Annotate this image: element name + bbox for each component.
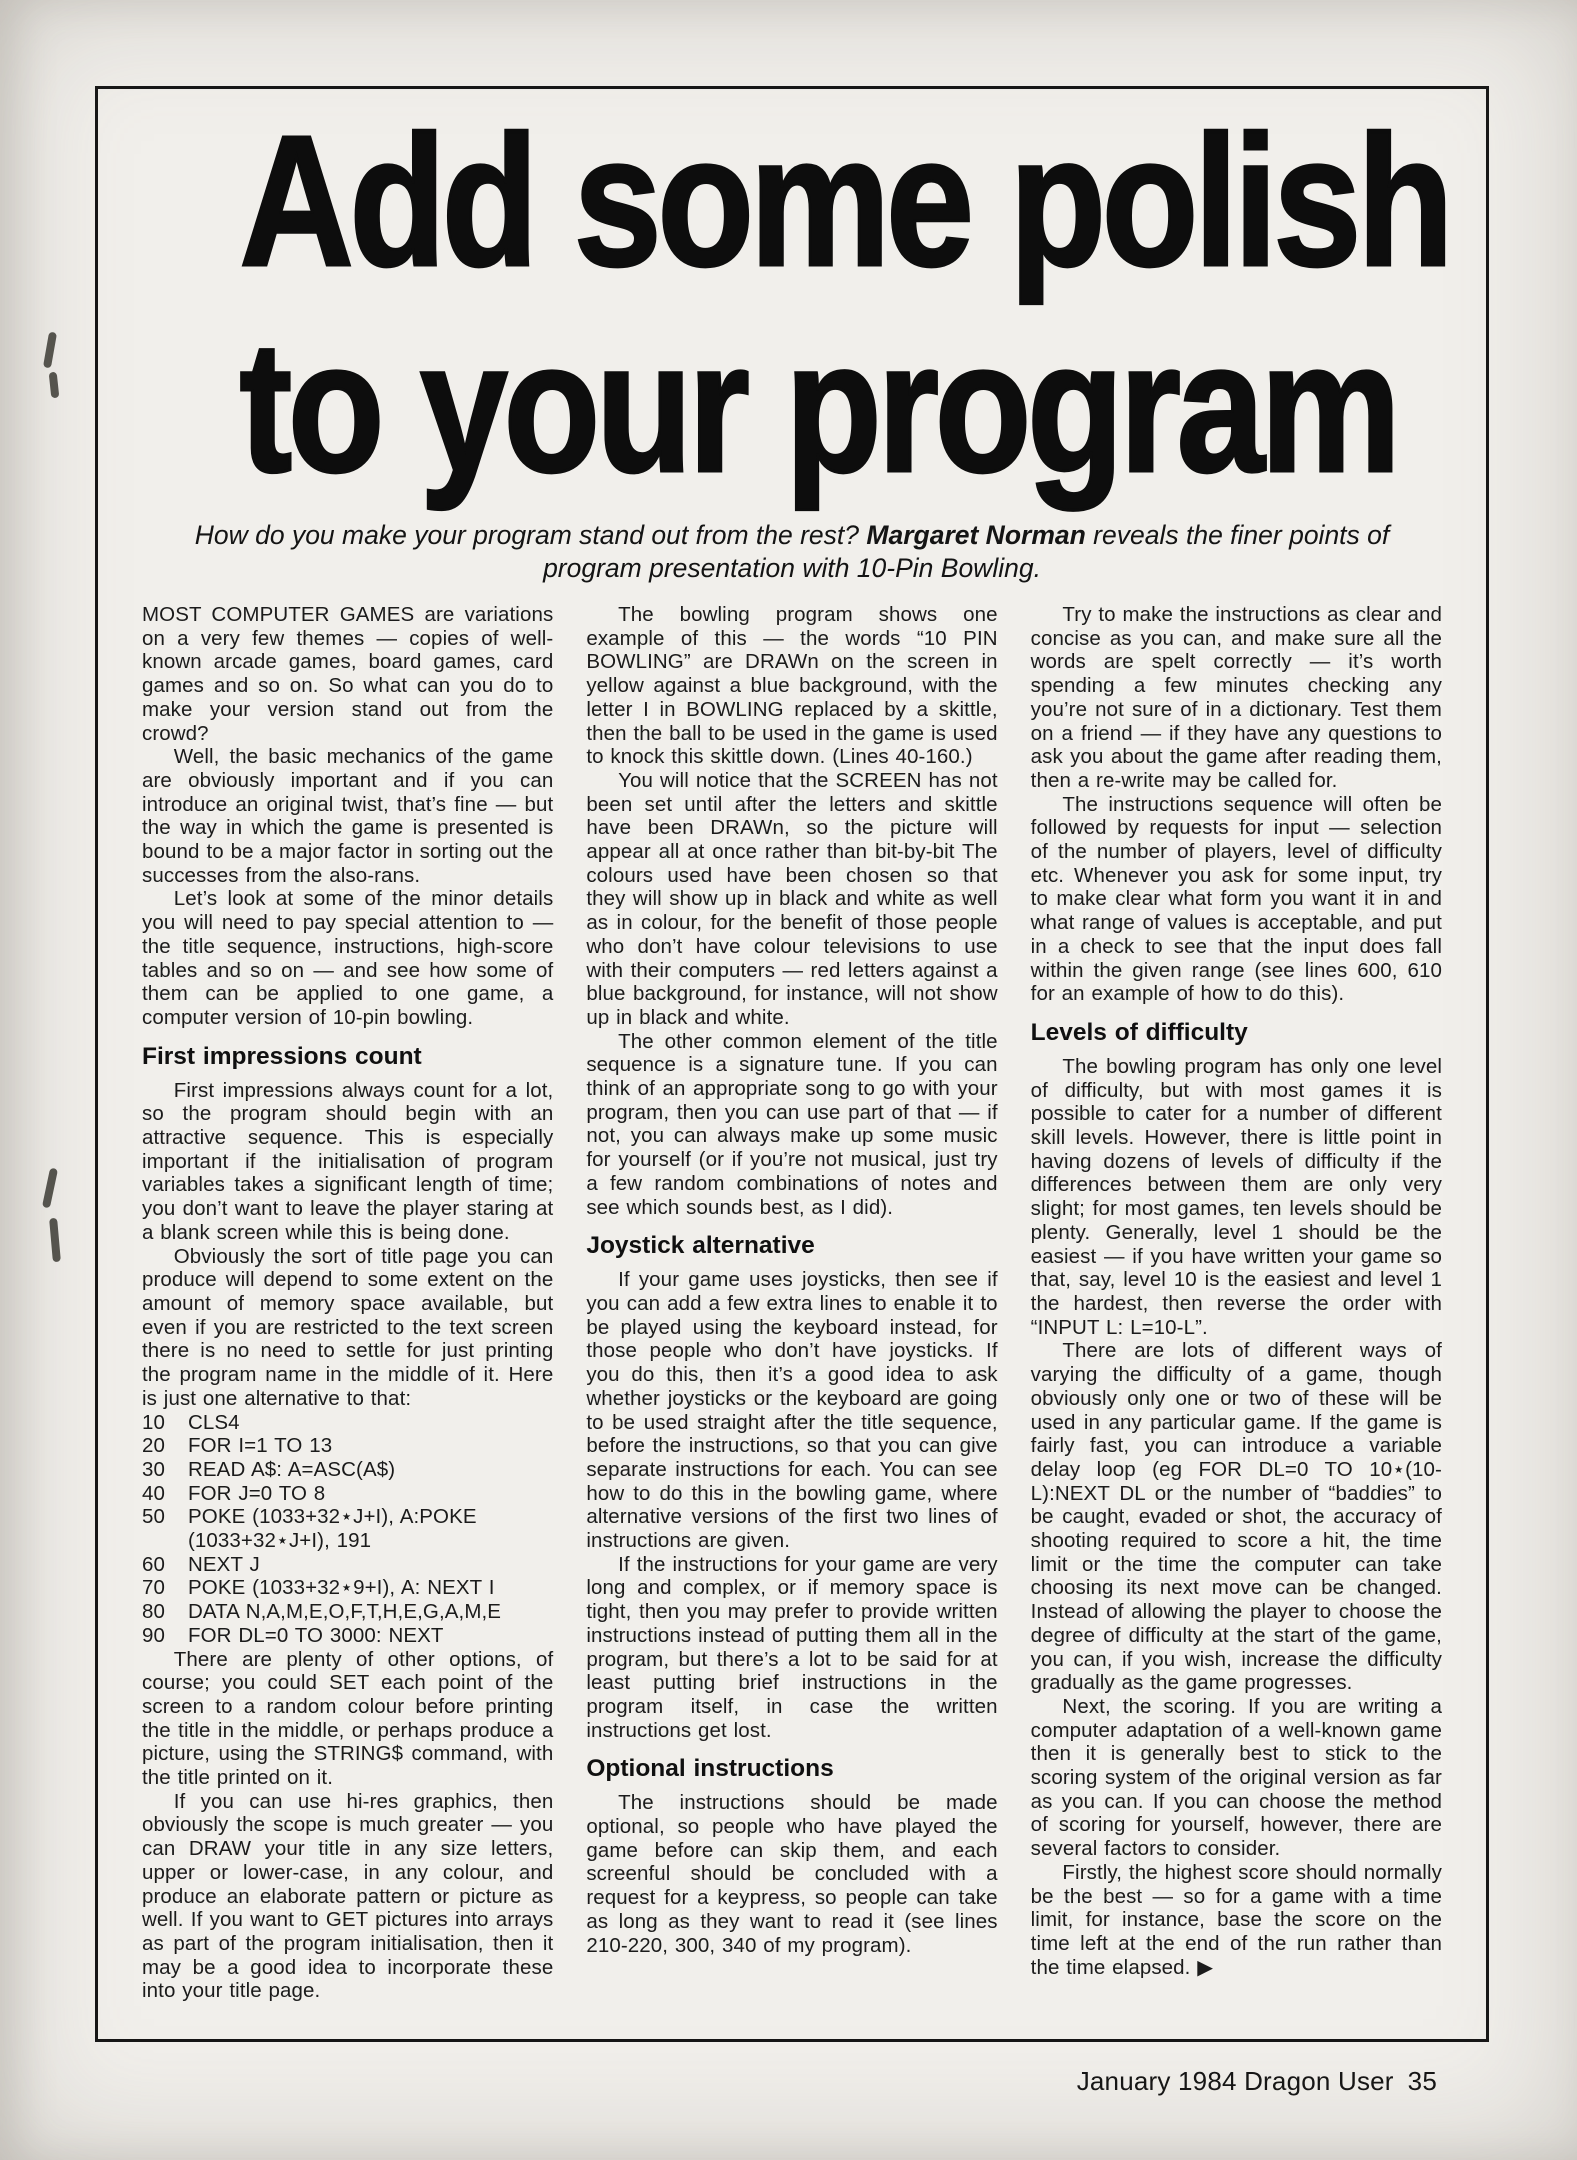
paragraph: Well, the basic mechanics of the game are obviously important and if you can introduce an original twist, that’s fine — but the way in which the game is presented is bound to be a major factor in sorting out the successes from the also-rans. xyxy=(142,745,554,887)
section-heading: Joystick alternative xyxy=(586,1232,815,1260)
code-line xyxy=(142,1553,553,1577)
paragraph: The bowling program has only one level of difficulty, but with most games it is possible to cater for a number of different skill levels. However, there is little point in having dozens of levels of difficulty if the differences between them are only very slight; for most games, ten levels should be plenty. Generally, level 1 should be the easiest — if you have written your game so that, say, level 10 is the easiest and level 1 the hardest, then reverse the order with “INPUT L: L=10-L”. xyxy=(1030,1054,1442,1339)
section-heading: Optional instructions xyxy=(586,1755,834,1783)
paragraph: If the instructions for your game are very long and complex, or if memory space is tight, then you may prefer to provide written instructions instead of putting them all in the program, but there’s a lot to be said for at least putting brief instructions in the program itself, in case the written instructions get lost. xyxy=(586,1552,998,1742)
code-line xyxy=(142,1434,553,1458)
code-line xyxy=(142,1624,553,1648)
code-line-number: 90 xyxy=(142,1623,166,1647)
basic-code-listing xyxy=(142,1411,553,1648)
section-heading: Levels of difficulty xyxy=(1030,1018,1248,1046)
code-line-text: POKE (1033+32⋆9+I), A: NEXT I xyxy=(188,1576,495,1600)
paragraph: First impressions always count for a lot, so the program should begin with an attractive sequence. This is especially important if the initialisation of program variables takes a significant length of time; you don’t want to leave the player staring at a blank screen while this is being done. xyxy=(142,1078,554,1244)
article-title xyxy=(142,98,1450,511)
paragraph: If your game uses joysticks, then see if you can add a few extra lines to enable it to be played using the keyboard instead, for those people who don’t have joysticks. If you do this, then it’s a good idea to ask whether joysticks or the keyboard are going to be used straight after the title sequence, before the instructions, so that you can give separate instructions for each. You can see how to do this in the bowling game, where alternative versions of the first two lines of instructions are given. xyxy=(586,1268,998,1553)
binding-staple-mark xyxy=(42,1168,58,1209)
footer-page-number: 35 xyxy=(1407,2066,1437,2096)
code-line-number: 50 xyxy=(142,1505,166,1529)
paragraph: If you can use hi-res graphics, then obviously the scope is much greater — you can DRAW your title in any size letters, upper or lower-case, in any colour, and produce an elaborate pattern or picture as well. If you want to GET pictures into arrays as part of the program initialisation, then it may be a good idea to incorporate these into your title page. xyxy=(142,1789,554,2003)
section-heading: First impressions count xyxy=(142,1042,422,1070)
article-column xyxy=(1031,603,1442,2003)
code-line-text: NEXT J xyxy=(188,1552,260,1576)
code-line xyxy=(142,1576,553,1600)
code-line-text: FOR I=1 TO 13 xyxy=(188,1434,333,1458)
paragraph: There are lots of different ways of varying the difficulty of a game, though obviously only one or two of these will be used in any particular game. If the game is fairly fast, you can introduce a variable delay loop (eg FOR DL=0 TO 10⋆(10-L):NEXT DL or the number of “baddies” to be caught, evaded or shot, the accuracy of shooting required to score a hit, the time limit or the time the computer can take choosing its next move can be changed. Instead of allowing the player to choose the degree of difficulty at the start of the game, you can, if you wish, increase the difficulty gradually as the game progresses. xyxy=(1030,1339,1442,1695)
standfirst-text: How do you make your program stand out from the rest? xyxy=(194,520,867,550)
paragraph: Next, the scoring. If you are writing a computer adaptation of a well-known game then it is generally best to stick to the scoring system of the original version as far as you can. If you can choose the method of scoring for yourself, however, there are several factors to consider. xyxy=(1030,1694,1442,1861)
article-frame xyxy=(95,86,1489,2042)
code-line-text: POKE (1033+32⋆J+I), A:POKE xyxy=(188,1505,477,1529)
code-line xyxy=(142,1529,553,1553)
paragraph: The instructions should be made optional, so people who have played the game before can skip them, and each screenful should be concluded with a request for a keypress, so people can take as long as they want to read it (see lines 210-220, 300, 340 of my program). xyxy=(586,1791,998,1957)
code-line xyxy=(142,1600,553,1624)
code-line-text: READ A$: A=ASC(A$) xyxy=(188,1457,396,1481)
code-line-text: FOR DL=0 TO 3000: NEXT xyxy=(188,1623,444,1647)
article-columns xyxy=(142,603,1442,2003)
standfirst-text: reveals the finer points of program presentation with 10-Pin Bowling. xyxy=(543,520,1390,583)
code-line-number: 80 xyxy=(142,1600,166,1624)
code-line-number xyxy=(142,1529,188,1553)
binding-staple-mark xyxy=(49,1218,61,1263)
code-line-number: 20 xyxy=(142,1434,166,1458)
code-line xyxy=(142,1505,553,1529)
code-line-text: (1033+32⋆J+I), 191 xyxy=(188,1529,372,1553)
standfirst xyxy=(142,519,1442,585)
code-line-number: 10 xyxy=(142,1410,166,1434)
article-title-line1: Add some polish xyxy=(239,98,1450,305)
paragraph: You will notice that the SCREEN has not been set until after the letters and skittle have been DRAWn, so the picture will appear all at once rather than bit-by-bit The colours used have been chosen so that they will show up in black and white as well as in colour, for the benefit of those people who don’t have colour televisions to use with their computers — red letters against a blue background, for instance, will not show up in black and white. xyxy=(586,768,998,1029)
paragraph: Obviously the sort of title page you can produce will depend to some extent on the amount of memory space available, but even if you are restricted to the text screen there is no need to settle for just printing the program name in the middle of it. Here is just one alternative to that: xyxy=(142,1244,554,1410)
paragraph: The other common element of the title sequence is a signature tune. If you can think of an appropriate song to go with your program, then you can use part of that — if not, you can always make up some music for yourself (or if you’re not musical, just try a few random combinations of notes and see which sounds best, as I did). xyxy=(586,1029,998,1219)
article-column xyxy=(586,603,997,2003)
code-line-number: 30 xyxy=(142,1457,166,1481)
code-line-text: CLS4 xyxy=(188,1410,240,1434)
paragraph: MOST COMPUTER GAMES are variations on a very few themes — copies of well-known arcade games, board games, card games and so on. So what can you do to make your version stand out from the crowd? xyxy=(142,603,554,745)
paragraph: The instructions sequence will often be followed by requests for input — selection of the number of players, level of difficulty etc. Whenever you ask for some input, try to make clear what form you want it in and what range of values is acceptable, and put in a check to see that the input does fall within the given range (see lines 600, 610 for an example of how to do this). xyxy=(1030,792,1442,1006)
code-line xyxy=(142,1458,553,1482)
code-line-number: 60 xyxy=(142,1552,166,1576)
code-line xyxy=(142,1482,553,1506)
code-line-text: DATA N,A,M,E,O,F,T,H,E,G,A,M,E xyxy=(188,1600,502,1624)
paragraph: The bowling program shows one example of this — the words “10 PIN BOWLING” are DRAWn on the screen in yellow against a blue background, with the letter I in BOWLING replaced by a skittle, then the ball to be used in the game is used to knock this skittle down. (Lines 40-160.) xyxy=(586,603,998,769)
article-column xyxy=(142,603,553,2003)
code-line-text: FOR J=0 TO 8 xyxy=(188,1481,326,1505)
code-line-number: 70 xyxy=(142,1576,166,1600)
article-title-line2: to your program xyxy=(239,304,1397,511)
binding-staple-mark xyxy=(49,372,60,399)
binding-staple-mark xyxy=(43,332,57,369)
page-footer xyxy=(1077,2066,1437,2097)
code-line xyxy=(142,1411,553,1435)
author-name: Margaret Norman xyxy=(866,520,1086,550)
paragraph: Try to make the instructions as clear and concise as you can, and make sure all the words are spelt correctly — it’s worth spending a few minutes checking any you’re not sure of in a dictionary. Test them on a friend — if they have any questions to ask you about the game after reading them, then a re-write may be called for. xyxy=(1030,603,1442,792)
paragraph: There are plenty of other options, of course; you could SET each point of the screen to a random colour before printing the title in the middle, or perhaps produce a picture, using the STRING$ command, with the title printed on it. xyxy=(142,1647,554,1790)
paragraph: Firstly, the highest score should normally be the best — so for a game with a time limit, for instance, base the score on the time left at the end of the run rather than the time elapsed. ▶ xyxy=(1030,1860,1442,1979)
footer-issue: January 1984 Dragon User xyxy=(1076,2066,1394,2096)
code-line-number: 40 xyxy=(142,1481,166,1505)
paragraph: Let’s look at some of the minor details you will need to pay special attention to — the title sequence, instructions, high-score tables and so on — and see how some of them can be applied to one game, a computer version of 10-pin bowling. xyxy=(142,887,554,1029)
